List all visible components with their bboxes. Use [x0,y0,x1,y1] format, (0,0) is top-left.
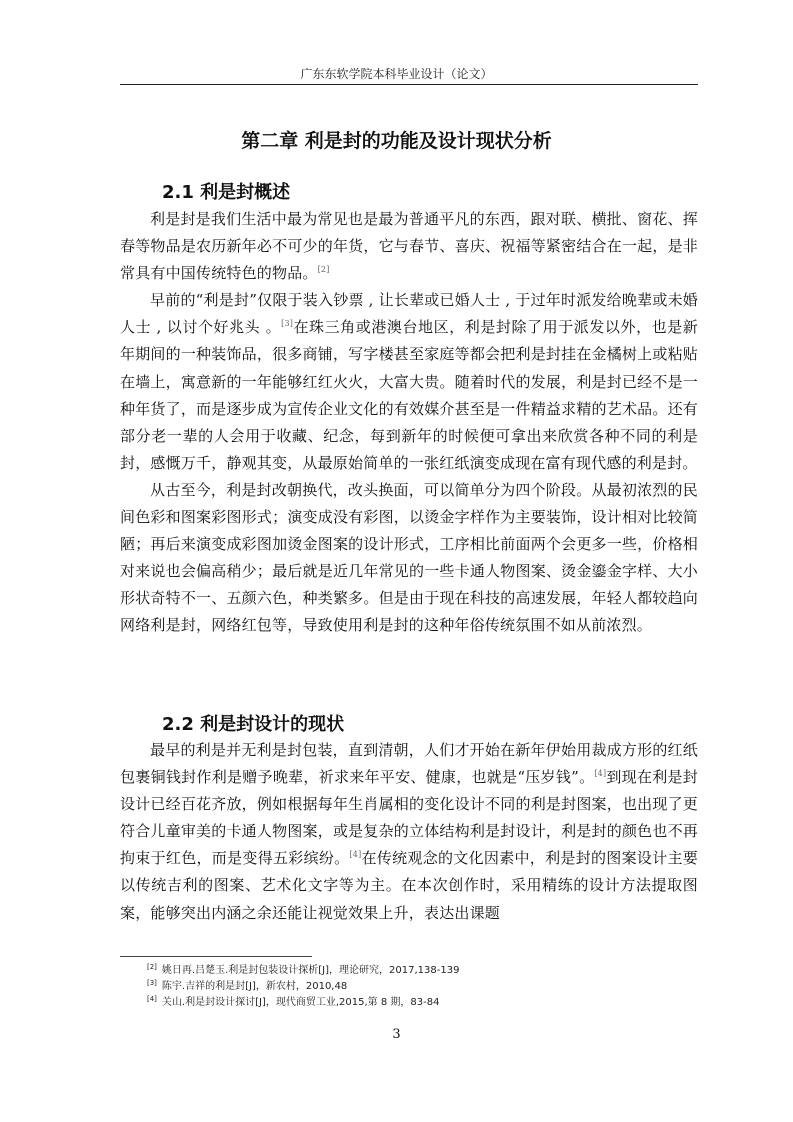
footnote-text: 关山.利是封设计探讨[J]，现代商贸工业,2015,第 8 期，83-84 [161,997,440,1008]
footnote-text: 陈宇.吉祥的利是封[J]，新农村，2010,48 [161,981,348,992]
footnote-mark: [3] [147,978,157,987]
footnote [147,995,459,1011]
paragraph-text: 早前的“利是封”仅限于装入钞票 , 让长辈或已婚人士 , 于过年时派发给晚辈或未婚人士 , 以讨个好兆头 。 [120,291,698,337]
page-number: 3 [392,1027,401,1042]
paragraph-text: 到现在利是封设计已经百花齐放，例如根据每年生肖属相的变化设计不同的利是封图案，也出现了更符合儿童审美的卡通人物图案，或是复杂的立体结构利是封设计，利是封的颜色也不再拘束于红色，而是变得五彩缤纷。 [120,768,698,868]
footnote [147,963,459,979]
citation-ref: [3] [281,319,294,329]
citation-ref: [2] [317,265,330,275]
citation-ref: [4] [349,850,362,860]
header-rule [120,84,698,85]
footnote-mark: [4] [147,994,157,1003]
section-2-2-body [120,737,698,927]
footnote-rule [120,956,312,957]
running-header: 广东东软学院本科毕业设计（论文） [300,67,493,81]
paragraph [120,737,698,927]
section-title-2-1: 2.1 利是封概述 [162,182,291,203]
footnotes [147,963,459,1011]
paragraph-text: 在传统观念的文化因素中，利是封的图案设计主要以传统吉利的图案、艺术化文字等为主。在本次创作时，采用精练的设计方法提取图案，能够突出内涵之余还能让视觉效果上升，表达出课题 [120,849,698,922]
paragraph [120,477,698,640]
footnote [147,979,459,995]
paragraph-text: 最早的利是并无利是封包装，直到清朝，人们才开始在新年伊始用裁成方形的红纸包裹铜钱封作利是赠予晚辈，祈求来年平安、健康，也就是“压岁钱”。 [120,741,698,787]
paragraph [120,287,698,477]
paragraph [120,206,698,287]
paragraph-text: 在珠三角或港澳台地区，利是封除了用于派发以外，也是新年期间的一种装饰品，很多商铺，写字楼甚至家庭等都会把利是封挂在金橘树上或粘贴在墙上，寓意新的一年能够红红火火，大富大贵。随着时代的发展，利是封已经不是一种年货了，而是逐步成为宣传企业文化的有效媒介甚至是一件精益求精的艺术品。还有部分老一辈的人会用于收藏、纪念，每到新年的时候便可拿出来欣赏各种不同的利是封，感慨万千，静观其变，从最原始简单的一张红纸演变成现在富有现代感的利是封。 [120,318,698,472]
footnote-mark: [2] [147,962,157,971]
citation-ref: [4] [594,769,607,779]
paragraph-text: 利是封是我们生活中最为常见也是最为普通平凡的东西，跟对联、横批、窗花、挥春等物品是农历新年必不可少的年货，它与春节、喜庆、祝福等紧密结合在一起，是非常具有中国传统特色的物品。 [120,210,698,283]
paragraph-text: 从古至今，利是封改朝换代，改头换面，可以简单分为四个阶段。从最初浓烈的民间色彩和图案彩图形式；演变成没有彩图，以烫金字样作为主要装饰，设计相对比较简陋；再后来演变成彩图加烫金图案的设计形式，工序相比前面两个会更多一些，价格相对来说也会偏高稍少；最后就是近几年常见的一些卡通人物图案、烫金鎏金字样、大小形状奇特不一、五颜六色，种类繁多。但是由于现在科技的高速发展，年轻人都较趋向网络利是封，网络红包等，导致使用利是封的这种年俗传统氛围不如从前浓烈。 [120,480,698,635]
chapter-title: 第二章 利是封的功能及设计现状分析 [241,130,552,152]
footnote-text: 姚日再.吕楚玉.利是封包装设计探析[J]，理论研究，2017,138-139 [161,965,460,976]
section-2-1-body [120,206,698,640]
section-title-2-2: 2.2 利是封设计的现状 [162,714,345,735]
